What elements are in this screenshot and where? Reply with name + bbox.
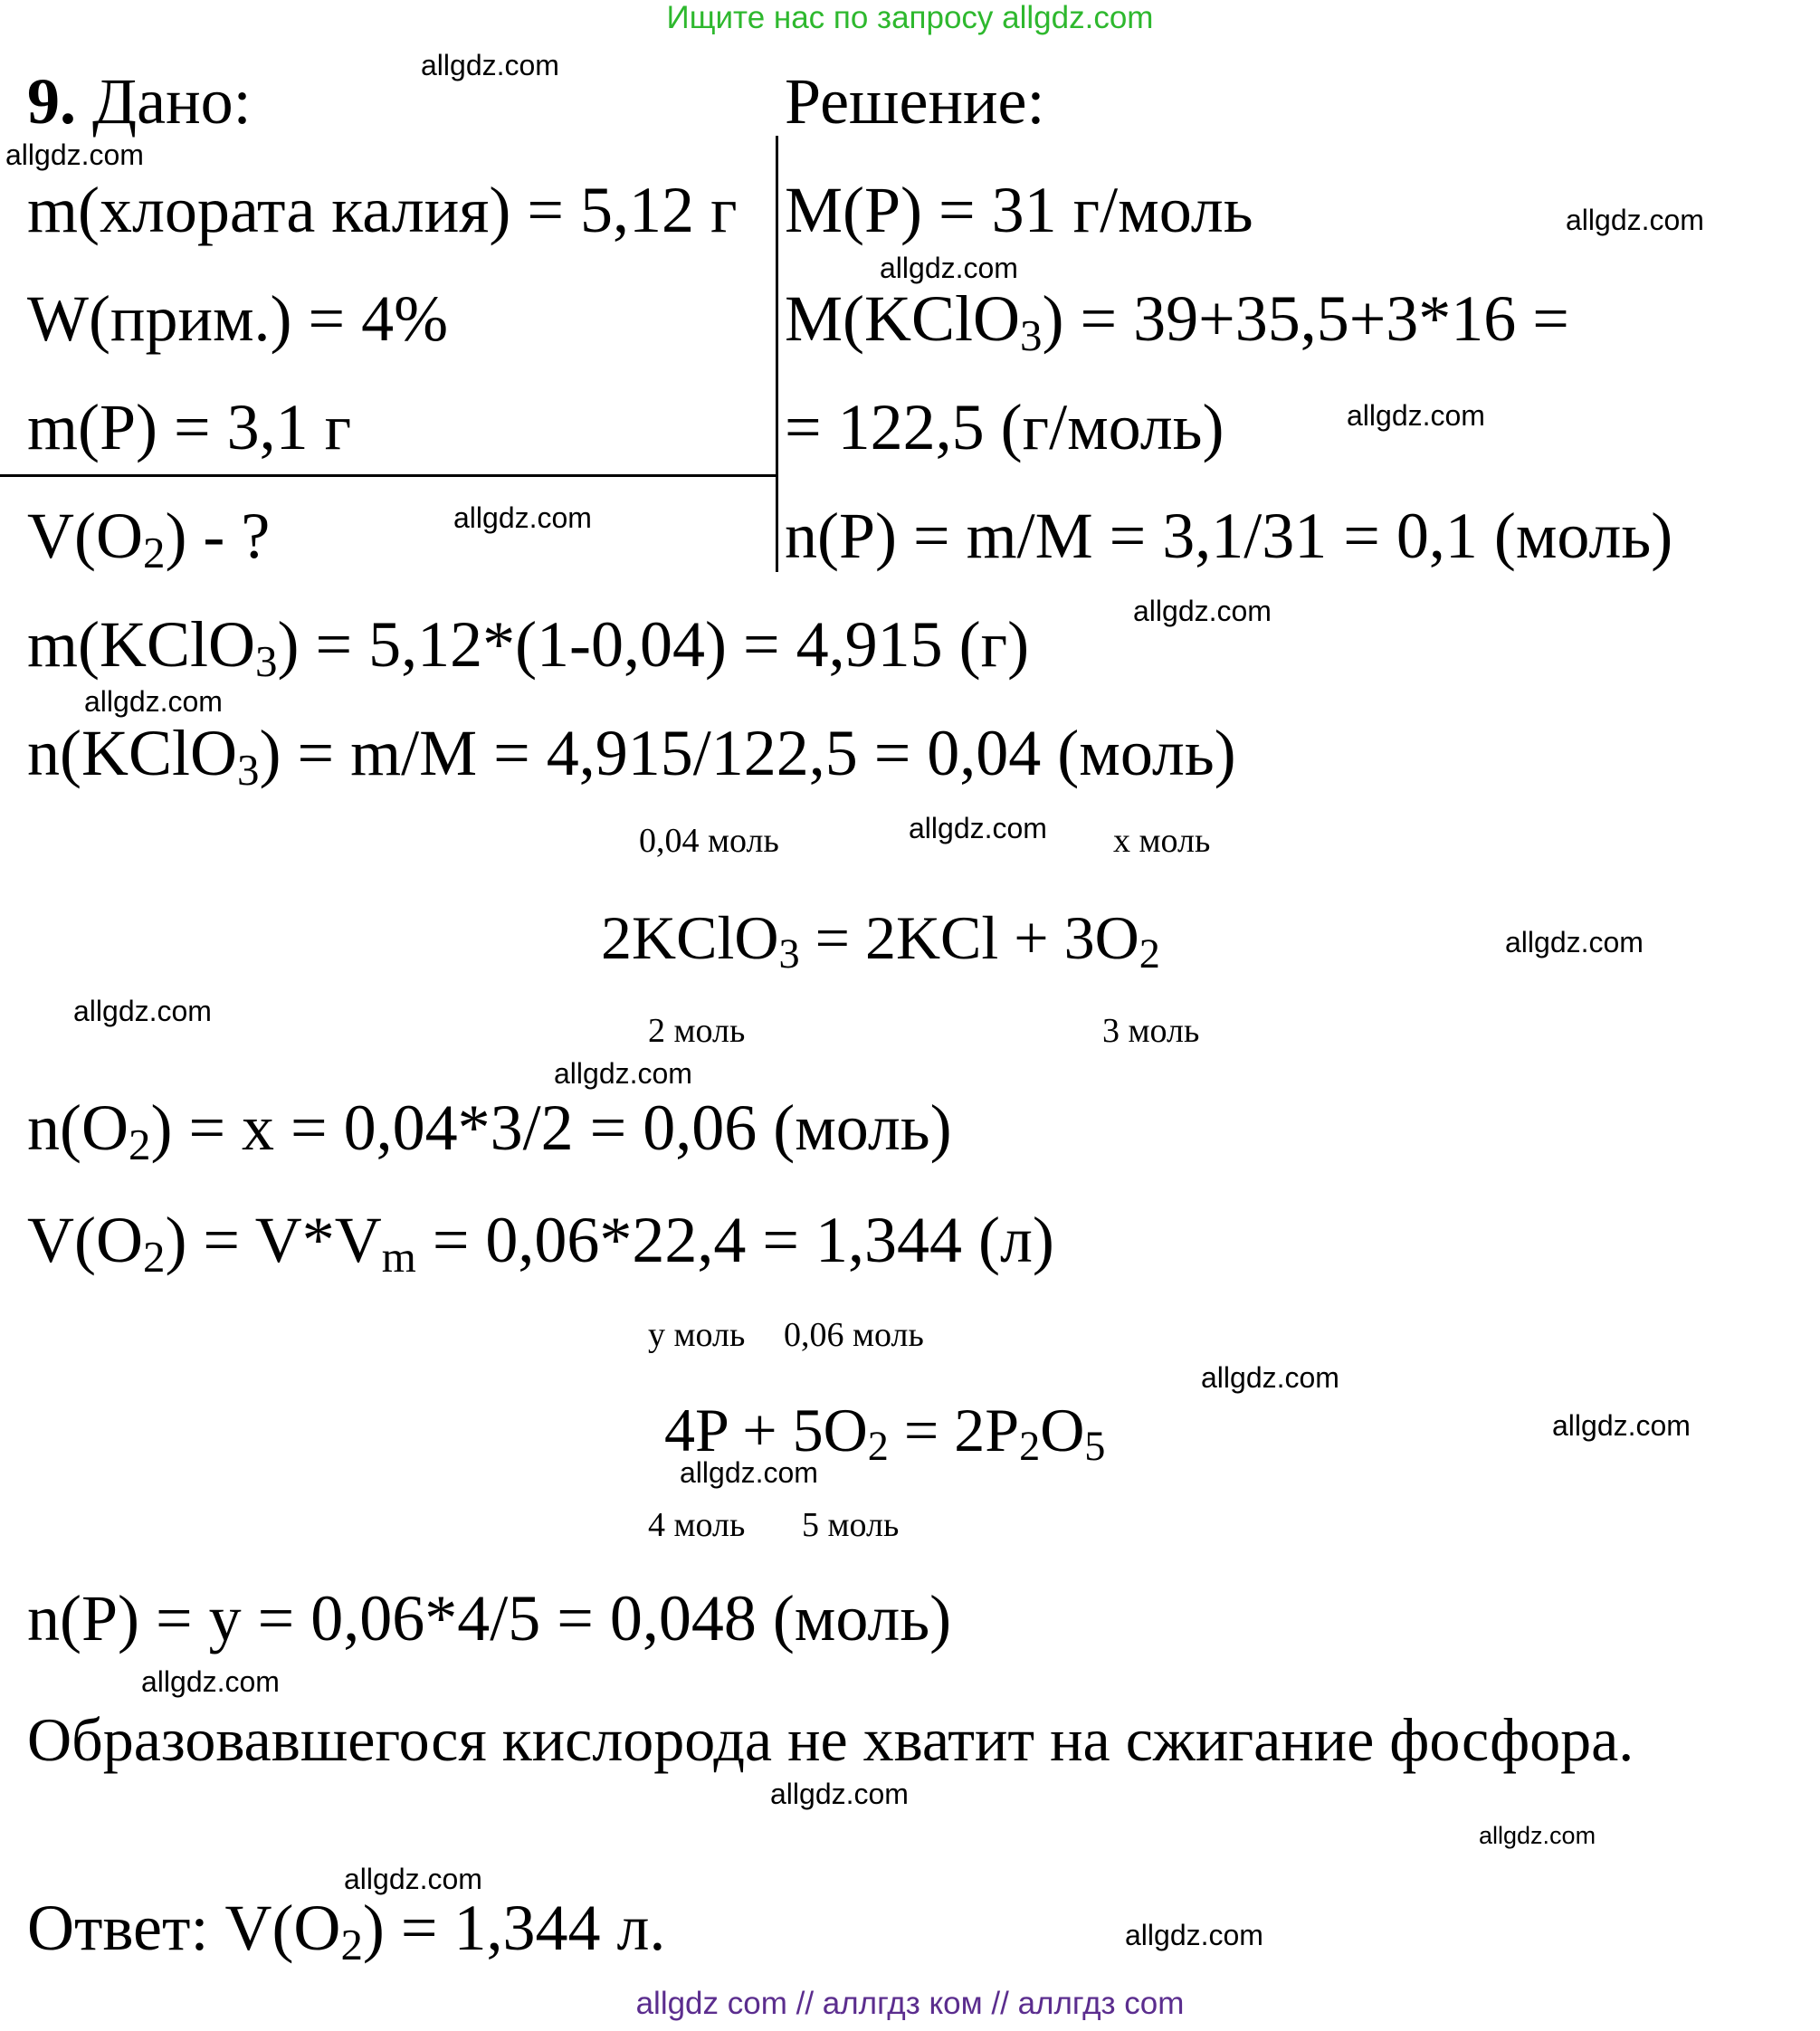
watermark: allgdz.com bbox=[1347, 399, 1485, 432]
watermark: allgdz.com bbox=[554, 1057, 692, 1090]
reaction1-above-left: 0,04 моль bbox=[639, 822, 779, 860]
watermark: allgdz.com bbox=[344, 1863, 482, 1895]
answer: Ответ: $V(O_2) = 1,344$ л. bbox=[27, 1892, 666, 1969]
watermark: allgdz.com bbox=[1201, 1361, 1339, 1394]
given-mass-chlorate: m(хлората калия) = 5,12 г bbox=[27, 174, 738, 246]
given-divider-horizontal bbox=[0, 474, 777, 477]
moles-kclo3: n(KClO$_3$) = m/M = 4,915/122,5 = 0,04 (моль) bbox=[27, 717, 1236, 795]
watermark: allgdz.com bbox=[1133, 595, 1272, 627]
watermark: allgdz.com bbox=[141, 1665, 280, 1698]
mass-kclo3-pure: m(KClO$_3$) = 5,12*(1-0,04) = 4,915 (г) bbox=[27, 608, 1030, 686]
watermark: allgdz.com bbox=[680, 1456, 818, 1489]
moles-p: n(P) = m/M = 3,1/31 = 0,1 (моль) bbox=[785, 500, 1673, 572]
reaction1-above-right: x моль bbox=[1113, 822, 1211, 860]
watermark: allgdz.com bbox=[84, 685, 223, 718]
conclusion-text: Образовавшегося кислорода не хватит на сжигание фосфора. bbox=[27, 1705, 1634, 1774]
molar-mass-kclo3: M(KClO$_3$) = 39+35,5+3*16 = bbox=[785, 282, 1569, 360]
given-impurity: W(прим.) = 4% bbox=[27, 282, 449, 355]
molar-mass-p: M(P) = 31 г/моль bbox=[785, 174, 1253, 246]
watermark: allgdz.com bbox=[1479, 1822, 1596, 1849]
problem-number: 9. bbox=[27, 65, 76, 138]
solution-title: Решение: bbox=[785, 65, 1045, 138]
top-banner: Ищите нас по запросу allgdz.com bbox=[666, 0, 1154, 35]
watermark: allgdz.com bbox=[421, 49, 559, 81]
given-heading bbox=[27, 65, 252, 138]
watermark: allgdz.com bbox=[453, 501, 592, 534]
reaction1-below-left: 2 моль bbox=[648, 1012, 746, 1050]
watermark: allgdz.com bbox=[73, 995, 212, 1027]
volume-o2: $V(O_2) = V*V_m = 0,06*22,4 = 1,344$ (л) bbox=[27, 1204, 1054, 1282]
given-mass-phosphorus: m(P) = 3,1 г bbox=[27, 391, 352, 463]
watermark: allgdz.com bbox=[1552, 1409, 1691, 1442]
reaction2-above-left: y моль bbox=[648, 1316, 746, 1354]
watermark: allgdz.com bbox=[1125, 1919, 1263, 1951]
watermark: allgdz.com bbox=[1566, 204, 1704, 236]
reaction1-equation: 2KClO$_3$ = $2KCl + 3O_2$ bbox=[601, 903, 1160, 978]
given-divider-vertical bbox=[776, 136, 778, 572]
footer-links: allgdz com // аллгдз ком // аллгдз com bbox=[635, 1986, 1185, 2021]
watermark: allgdz.com bbox=[1505, 926, 1644, 958]
watermark: allgdz.com bbox=[909, 812, 1047, 844]
reaction2-below-right: 5 моль bbox=[802, 1506, 900, 1544]
moles-o2: $n(O_2) = x = 0,04*3/2 = 0,06$ (моль) bbox=[27, 1092, 952, 1169]
reaction2-below-left: 4 моль bbox=[648, 1506, 746, 1544]
molar-mass-kclo3-result: = 122,5 (г/моль) bbox=[785, 391, 1224, 463]
find-volume-o2: $V(O_2)$ - ? bbox=[27, 500, 271, 577]
given-title: Дано: bbox=[92, 65, 252, 138]
watermark: allgdz.com bbox=[880, 252, 1018, 284]
watermark: allgdz.com bbox=[770, 1778, 909, 1810]
reaction1-below-right: 3 моль bbox=[1102, 1012, 1200, 1050]
moles-p-needed: n(P) = y = 0,06*4/5 = 0,048 (моль) bbox=[27, 1582, 952, 1654]
reaction2-equation: $4P + 5O_2 = 2P_2O_5$ bbox=[664, 1396, 1106, 1471]
watermark: allgdz.com bbox=[5, 138, 144, 171]
reaction2-above-right: 0,06 моль bbox=[784, 1316, 924, 1354]
